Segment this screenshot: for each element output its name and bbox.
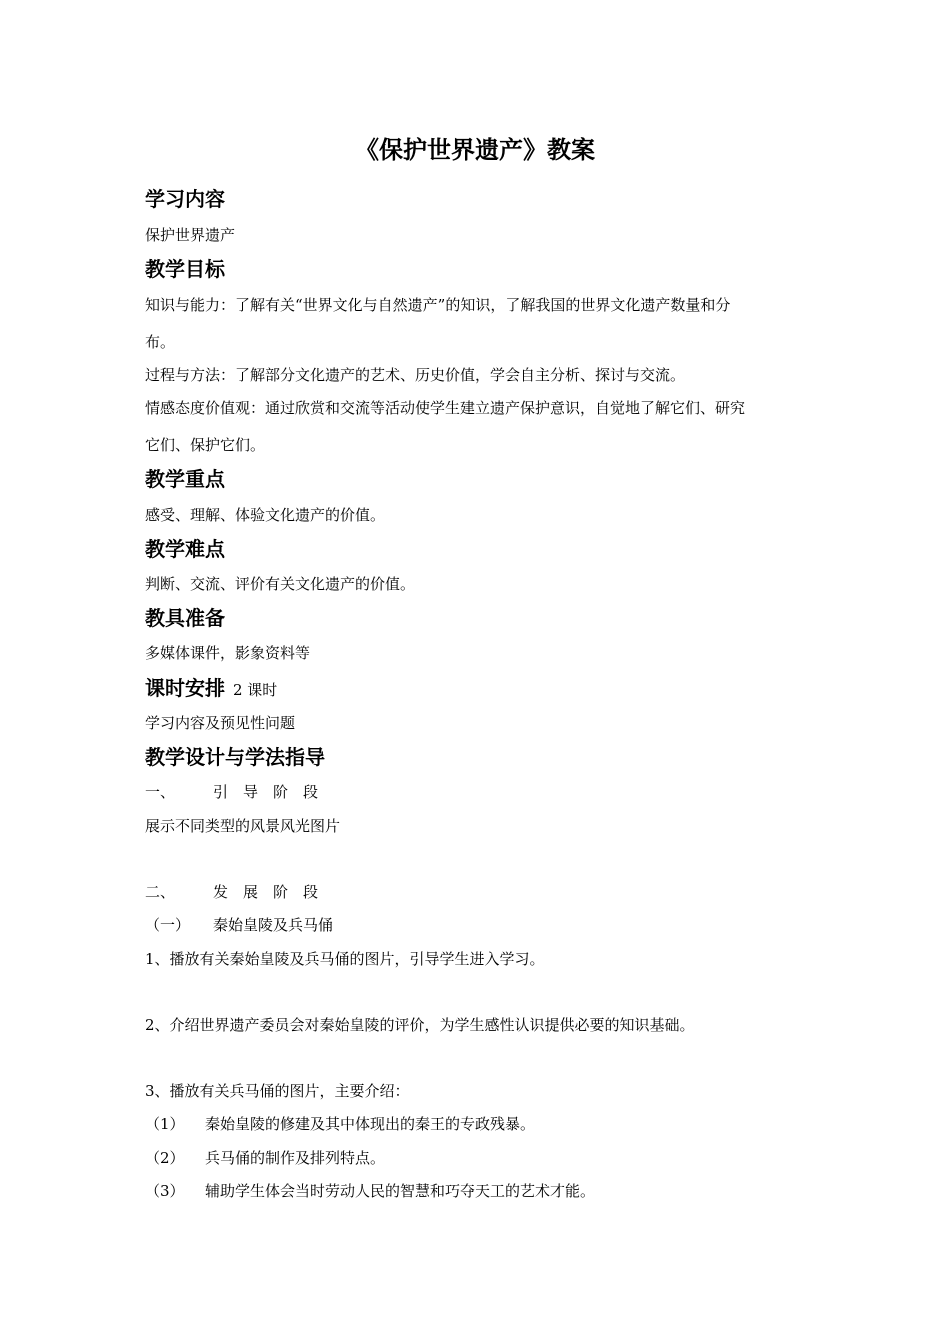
heading-design: 教学设计与学法指导 [145,745,325,769]
point-1-number: （1） [145,1115,185,1133]
point-3-text: 辅助学生体会当时劳动人民的智慧和巧夺天工的艺术才能。 [205,1182,596,1200]
difficulties-text: 判断、交流、评价有关文化遗产的价值。 [145,575,416,593]
learning-content-text: 保护世界遗产 [145,226,236,244]
schedule-hours: 2 课时 [233,681,278,699]
point-1-text: 秦始皇陵的修建及其中体现出的秦王的专政残暴。 [205,1115,536,1133]
point-3 [145,1180,595,1202]
point-1 [145,1113,535,1135]
stage-2-number: 二、 [145,883,176,901]
heading-learning-content: 学习内容 [145,187,225,211]
heading-materials: 教具准备 [145,606,225,630]
goal-line-5: 它们、保护它们。 [145,436,266,454]
item-3: 3、播放有关兵马俑的图片，主要介绍： [145,1082,410,1100]
item-1: 1、播放有关秦始皇陵及兵马俑的图片，引导学生进入学习。 [145,950,545,968]
stage-2 [145,881,318,903]
goal-line-1: 知识与能力：了解有关“世界文化与自然遗产”的知识，了解我国的世界文化遗产数量和分 [145,296,731,314]
stage-1 [145,781,318,803]
heading-schedule [145,673,277,705]
schedule-text: 学习内容及预见性问题 [145,714,296,732]
stage-1-label: 引 导 阶 段 [213,783,319,801]
goal-line-4: 情感态度价值观：通过欣赏和交流等活动使学生建立遗产保护意识，自觉地了解它们、研究 [145,399,746,417]
heading-teaching-goals: 教学目标 [145,257,225,281]
schedule-heading-label: 课时安排 [145,676,225,700]
heading-difficulties: 教学难点 [145,537,225,561]
goal-line-3: 过程与方法：了解部分文化遗产的艺术、历史价值，学会自主分析、探讨与交流。 [145,366,686,384]
item-2: 2、介绍世界遗产委员会对秦始皇陵的评价，为学生感性认识提供必要的知识基础。 [145,1016,695,1034]
point-2-number: （2） [145,1149,185,1167]
point-2-text: 兵马俑的制作及排列特点。 [205,1149,386,1167]
sub-section-1-label: 秦始皇陵及兵马俑 [213,916,334,934]
sub-section-1-number: （一） [145,916,191,934]
stage-1-number: 一、 [145,783,176,801]
point-2 [145,1147,385,1169]
goal-line-2: 布。 [145,333,176,351]
stage-1-text: 展示不同类型的风景风光图片 [145,817,341,835]
stage-2-label: 发 展 阶 段 [213,883,319,901]
point-3-number: （3） [145,1182,185,1200]
key-points-text: 感受、理解、体验文化遗产的价值。 [145,506,386,524]
materials-text: 多媒体课件，影象资料等 [145,644,311,662]
sub-section-1 [145,914,333,936]
document-title: 《保护世界遗产》教案 [355,136,595,164]
heading-key-points: 教学重点 [145,467,225,491]
